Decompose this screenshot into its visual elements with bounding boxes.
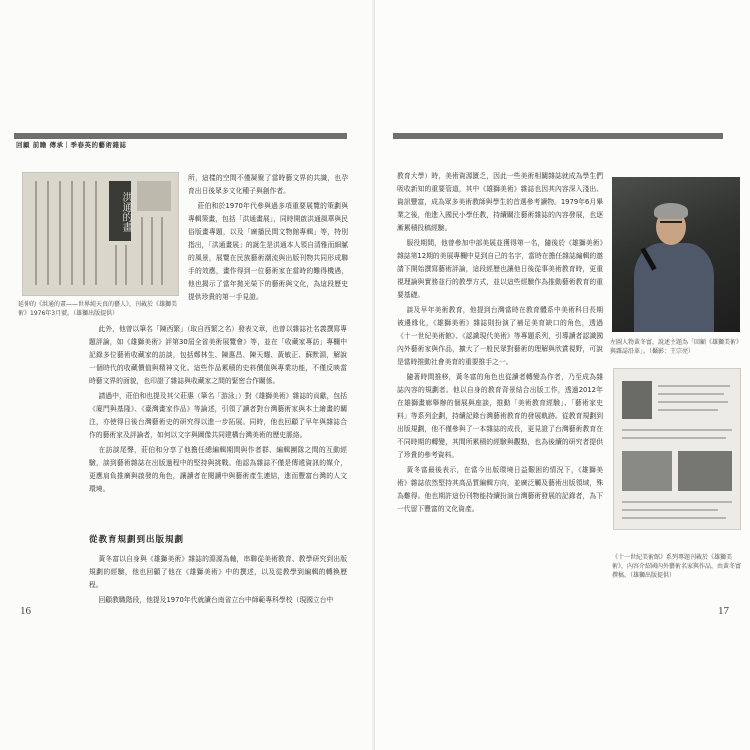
paragraph: 談及早年美術教育，他提到台灣當時在教育體系中美術科目長期被邊緣化，《雄獅美術》雜誌則扮演了補足美育缺口的角色，透過《十一世紀美術館》、《認識現代美術》等專題系列，引導讀者認識國內外藝術家與作品，擴大了一般民眾對藝術的理解與欣賞視野，可說是當時推動社會美育的重要推手之一。	[397, 306, 603, 366]
figure-image-block	[137, 181, 171, 211]
figure-text-line	[622, 437, 726, 439]
photo-caption: 左圖人物黃冬富，說述主題為「回顧《雄獅美術》與雜誌沿革」。（攝影：王宗亮）	[610, 339, 743, 355]
figure-artwork-photo	[622, 451, 672, 491]
figure-text-column	[35, 181, 37, 285]
paragraph: 黃冬富最後表示，在當今出版環境日益艱困的情況下，《雄獅美術》雜誌依然堅持其高品質編輯方向，並廣泛觸及藝術出版領域，殊為難得。他也期許這份刊物能持續扮演台灣藝術發展的記錄者，為下一代留下豐富的文化資產。	[397, 466, 603, 513]
figure-text-line	[622, 429, 732, 431]
figure-text-line	[622, 501, 732, 503]
magazine-clipping-figure	[22, 172, 179, 296]
paragraph: 隨著時間推移，黃冬富的角色也從讀者轉變為作者，乃至成為雜誌內容的規劃者。他以自身的教育背景結合出版工作，透過2012年在雄獅畫廊舉辦的個展與座談，推動「美術教育經驗」、「藝術家史料」等系列企劃，持續記錄台灣藝術教育的發展軌跡。從教育規劃到出版規劃，他不僅參與了一本雜誌的成長，更見證了台灣藝術教育在不同時期的轉變，其間所累積的經驗與觀點，也為後續的研究者提供了珍貴的參考資料。	[397, 373, 603, 459]
magazine-page-figure	[613, 368, 741, 530]
body-text-block	[397, 170, 603, 518]
figure-text-column	[95, 181, 97, 285]
paragraph: 此外，他曾以筆名「陳西繁」（取自西繁之名）發表文章，也曾以雜誌社名義撰寫專題評論，如《雄獅美術》評第30屆全省美術展覽會》等，並在「收藏家專訪」專欄中記錄多位藝術收藏家的訪談，包括鄭林生、陳惠昌、陳天耀、黃敏正、蘇默淵，解說一個時代的收藏價值與精神文化。這些作品累積的史料價值與專業功能，不僅反映當時藝文界的面貌，也印證了雜誌與收藏家之間的緊密合作關係。	[89, 325, 347, 385]
figure-text-column	[115, 245, 117, 285]
paragraph: 教育大學）時，美術資源匱乏，因此一些美術相關雜誌就成為學生們吸收新知的重要管道，其中《雄獅美術》雜誌也因其內容深入淺出、資訊豐富，成為眾多美術教師與學生的首選參考讀物。1979年6月畢業之後，他進入國民小學任教，持續關注藝術雜誌的內容發展，也逐漸累積投稿經驗。	[397, 172, 603, 232]
figure-text-line	[658, 409, 718, 411]
figure-text-column	[151, 217, 153, 285]
right-page	[375, 0, 750, 750]
paragraph: 服役期間，他曾參加中部美展並獲得第一名，隨後於《雄獅美術》雜誌第12期的美展專欄中見到自己的名字，當時在擔任雜誌編輯的邀請下開始撰寫藝術評論，這段經歷也讓他日後從事美術教育時，更重視理論與實務並行的教學方式，並以這些經驗作為推動藝術教育的重要基礎。	[397, 239, 603, 299]
figure-artwork-photo	[678, 451, 732, 491]
figure-text-column	[71, 181, 73, 285]
paragraph: 黃冬富以自身與《雄獅美術》雜誌的淵源為軸，串聯從美術教育、教學研究到出版規劃的經驗，他也回顧了他在《雄獅美術》中的撰述，以及從教學到編輯的轉換歷程。	[89, 555, 347, 589]
figure-text-column	[83, 181, 85, 285]
figure-text-line	[622, 517, 726, 519]
figure-text-column	[125, 245, 127, 285]
header-rule-left	[14, 133, 347, 139]
header-rule-right	[393, 133, 723, 139]
figure-text-line	[658, 385, 730, 387]
figure-portrait-photo	[622, 381, 652, 419]
paragraph: 在訪談尾聲，莊伯和分享了他擔任總編輯期間與作者群、編輯團隊之間的互動經驗，談到藝術雜誌在出版過程中的堅持與挑戰。他認為雜誌不僅是傳遞資訊的媒介，更應肩負推廣與啟發的角色，讓讀者在閱讀中與藝術產生連結，進而豐富台灣的人文環境。	[89, 446, 347, 493]
speaker-photo	[612, 177, 740, 332]
figure-text-column	[141, 217, 143, 285]
section-heading: 從教育規劃到出版規劃	[89, 535, 185, 545]
figure-text-column	[161, 217, 163, 285]
figure-text-line	[658, 393, 724, 395]
figure-caption: 延伸的《洪通的畫——世界純天真的藝人》，刊載於《雄獅美術》1976年3月號。（雄獅出版提供）	[18, 301, 178, 317]
section-text-block	[89, 553, 347, 609]
paragraph: 所，這樣的空間不僅凝聚了當時藝文界的共識，也孕育出日後眾多文化種子與創作者。	[188, 174, 348, 195]
figure-text-line	[658, 401, 728, 403]
figure-text-line	[622, 509, 718, 511]
figure-text-column	[59, 181, 61, 285]
body-text-block	[89, 323, 347, 498]
body-text-column-right	[188, 172, 348, 306]
figure-caption: 《十一世紀美術館》系列專題刊載於《雄獅美術》，內容介紹國內外藝術名家與作品，由黃冬富撰稿。（雄獅出版提供）	[612, 554, 742, 579]
speaker-hair	[654, 203, 688, 219]
paragraph: 請過中，莊伯和也提及其父莊惠（筆名「游泳」）對《雄獅美術》雜誌的貢獻，包括《廈門與基隆》、《臺灣畫家作品》等論述，引領了讀者對台灣藝術家與本土繪畫的關注，亦使得日後台灣藝術史的研究得以進一步拓展。同時，他也回顧了早年與雜誌合作的藝術家及評論者，如何以文字與圖像共同建構台灣美術的歷史脈絡。	[89, 392, 347, 439]
paragraph: 莊伯和於1970年代參與過多項重要展覽的策劃與專輯策畫，包括「洪通畫展」，同時開啟洪通風華與民俗版畫專題，以及「廣播民間文物館專輯」等，特別指出，「洪通畫展」的誕生是洪通本人領自清雅而細膩的風景，展覽在民族藝術潮流與出版刊物共同形成聯手的效應，畫作得到一位藝術家在當時的難得機遇，他也揭示了當年拋光榮下的藝術與文化，為這段歷史提供珍貴的第一手見證。	[188, 202, 348, 301]
page-number: 16	[20, 605, 31, 617]
page-number: 17	[718, 605, 729, 617]
paragraph: 回顧教職階段，他提及1970年代就讀台南省立台中師範專科學校（現國立台中	[98, 596, 334, 604]
figure-text-column	[47, 181, 49, 285]
running-head: 回顧 前瞻 傳承｜季春英的藝術雜誌	[16, 141, 127, 149]
speaker-glasses	[660, 221, 682, 228]
figure-title-box: 洪通的畫	[109, 181, 131, 241]
